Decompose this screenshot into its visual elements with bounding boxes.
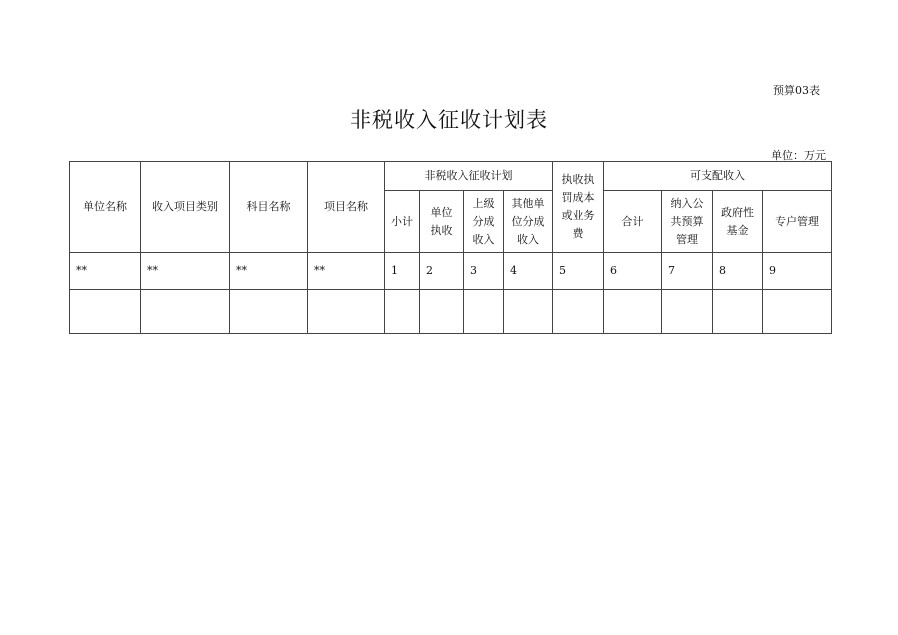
table-cell[interactable] xyxy=(713,290,763,334)
table-cell[interactable] xyxy=(662,290,713,334)
table-cell[interactable] xyxy=(464,290,504,334)
table-cell[interactable] xyxy=(70,290,141,334)
table-cell: 2 xyxy=(420,253,464,290)
table-cell[interactable] xyxy=(504,290,553,334)
table-cell: 7 xyxy=(662,253,713,290)
table-cell: 5 xyxy=(553,253,604,290)
table-cell[interactable] xyxy=(308,290,385,334)
table-cell[interactable] xyxy=(604,290,662,334)
table-cell[interactable] xyxy=(230,290,308,334)
header-unit-collect: 单位执收 xyxy=(420,191,464,253)
table-cell: 9 xyxy=(763,253,832,290)
table-cell[interactable] xyxy=(420,290,464,334)
table-cell: 4 xyxy=(504,253,553,290)
header-public-budget: 纳入公共预算管理 xyxy=(662,191,713,253)
table-cell[interactable] xyxy=(763,290,832,334)
header-collection-plan: 非税收入征收计划 xyxy=(385,162,553,191)
table-cell: ** xyxy=(141,253,230,290)
header-disposable-income: 可支配收入 xyxy=(604,162,832,191)
header-other-share: 其他单位分成收入 xyxy=(504,191,553,253)
unit-label: 单位：万元 xyxy=(771,149,826,162)
table-cell: ** xyxy=(230,253,308,290)
table-cell: 8 xyxy=(713,253,763,290)
header-gov-fund: 政府性基金 xyxy=(713,191,763,253)
header-total: 合计 xyxy=(604,191,662,253)
table-cell: ** xyxy=(70,253,141,290)
table-row xyxy=(70,253,832,290)
table-cell: ** xyxy=(308,253,385,290)
header-subject-name: 科目名称 xyxy=(230,162,308,253)
table-cell: 6 xyxy=(604,253,662,290)
table-cell[interactable] xyxy=(385,290,420,334)
header-enforcement-cost: 执收执罚成本或业务费 xyxy=(553,162,604,253)
table-cell[interactable] xyxy=(553,290,604,334)
table-row xyxy=(70,290,832,334)
header-project-name: 项目名称 xyxy=(308,162,385,253)
header-unit-name: 单位名称 xyxy=(70,162,141,253)
table-cell[interactable] xyxy=(141,290,230,334)
header-upper-share: 上级分成收入 xyxy=(464,191,504,253)
page-title: 非税收入征收计划表 xyxy=(350,108,548,132)
header-income-category: 收入项目类别 xyxy=(141,162,230,253)
header-subtotal: 小计 xyxy=(385,191,420,253)
table-cell: 1 xyxy=(385,253,420,290)
collection-plan-table xyxy=(69,161,832,334)
form-code: 预算03表 xyxy=(773,84,820,97)
header-special-account: 专户管理 xyxy=(763,191,832,253)
table-cell: 3 xyxy=(464,253,504,290)
